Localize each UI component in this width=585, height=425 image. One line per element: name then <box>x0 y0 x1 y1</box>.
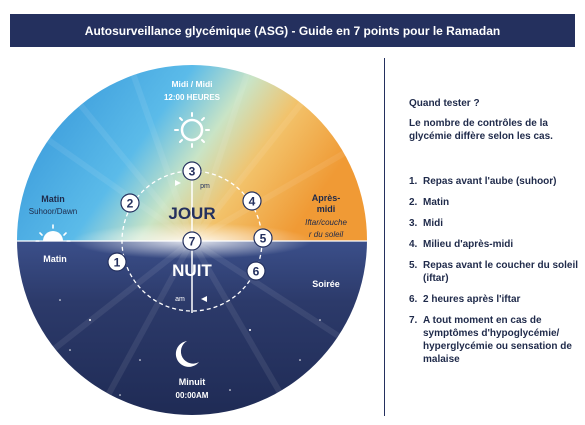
side-heading: Quand tester ? <box>409 98 480 109</box>
test-point-number: 4 <box>248 194 256 209</box>
test-point-7 <box>183 232 201 250</box>
intro-line-2: glycémie diffère selon les cas. <box>409 131 553 142</box>
list-item: 1. Repas avant l'aube (suhoor) <box>409 176 557 187</box>
afternoon-label-2: midi <box>316 204 336 214</box>
test-point-6 <box>247 262 265 280</box>
test-point-number: 1 <box>113 255 121 270</box>
list-item: 2. Matin <box>409 197 450 208</box>
test-point-number: 2 <box>126 196 134 211</box>
test-point-3 <box>183 162 201 180</box>
iftar-label-1: Iftar/couche <box>305 218 347 227</box>
test-point-5 <box>254 229 272 247</box>
midnight-time: 00:00AM <box>175 391 209 400</box>
vertical-divider <box>384 58 385 416</box>
evening-label: Soirée <box>312 279 340 289</box>
pm-label: pm <box>200 183 210 190</box>
list-item: 7. A tout moment en cas de symptômes d'hypoglycémie/ hyperglycémie ou sensation de malaise <box>409 315 572 365</box>
day-label: JOUR <box>168 204 216 223</box>
suhoor-label: Suhoor/Dawn <box>28 207 78 216</box>
list-item: 5. Repas avant le coucher du soleil (iftar) <box>409 260 579 284</box>
side-panel <box>409 98 579 374</box>
list-item: 3. Midi <box>409 218 443 229</box>
intro-line-1: Le nombre de contrôles de la <box>409 118 548 129</box>
iftar-label-2: r du soleil <box>308 230 344 239</box>
test-point-list <box>409 175 579 366</box>
morning-bottom-label: Matin <box>43 254 67 264</box>
list-item: 4. Milieu d'après-midi <box>409 239 514 250</box>
noon-time: 12:00 HEURES <box>163 93 221 102</box>
test-point-2 <box>121 194 139 212</box>
test-point-4 <box>243 192 261 210</box>
midnight-label: Minuit <box>178 377 206 387</box>
test-point-number: 5 <box>259 231 267 246</box>
test-point-number: 6 <box>252 264 260 279</box>
am-label: am <box>175 296 185 303</box>
morning-label: Matin <box>41 194 65 204</box>
test-point-1 <box>108 253 126 271</box>
list-item: 6. 2 heures après l'iftar <box>409 294 521 305</box>
page-title: Autosurveillance glycémique (ASG) - Guide en 7 points pour le Ramadan <box>84 23 501 38</box>
noon-label: Midi / Midi <box>171 79 213 89</box>
side-intro <box>409 117 579 143</box>
test-point-number: 7 <box>188 234 196 249</box>
night-label: NUIT <box>172 261 212 280</box>
test-point-number: 3 <box>188 164 196 179</box>
afternoon-label-1: Après- <box>311 193 341 203</box>
